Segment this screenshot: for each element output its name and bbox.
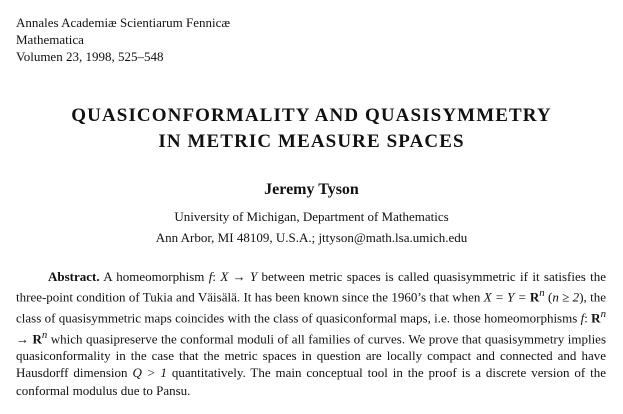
abstract-text: : [212,269,221,284]
abstract [16,268,606,399]
math-n-geq-2: n ≥ 2 [552,289,580,305]
math-exponent-n: n [539,287,545,300]
math-f: f [580,310,585,326]
abstract-text: which quasipreserve the conformal moduli of all families of curves. We prove that quasisymmetry implies quasiconformality in the case that the metric spaces in question are locally compact and connected and have Hausdorff dimension [16,330,607,381]
math-x-eq-y: X = Y = [483,289,530,305]
abstract-text: : [584,310,592,326]
journal-header [16,14,230,65]
affiliation-line-2: Ann Arbor, MI 48109, U.S.A.; jttyson@math.lsa.umich.edu [155,230,468,245]
journal-name: Annales Academiæ Scientiarum Fennicæ [16,15,231,30]
math-R: R [591,310,601,326]
author-name: Jeremy Tyson [264,181,359,198]
math-x-to-y: X → Y [220,269,258,284]
abstract-text: → [16,330,33,346]
abstract-text: ), the class of quasisymmetric maps coincides with the class of quasiconformal maps, i.e. those homeomorphisms [16,289,606,326]
journal-volume: Volumen 23, 1998, 525–548 [16,49,164,64]
abstract-text: quantitatively. The main conceptual tool in the proof is a discrete version of the conformal modulus due to Pansu. [16,365,606,398]
paper-title [0,103,623,155]
math-exponent-n: n [41,328,48,341]
math-exponent-n: n [600,307,606,320]
abstract-text: between metric spaces is called quasisymmetric if it satisfies the three-point condition of Tukia and Väisälä. It has been known since the 1960’s that when [16,269,606,305]
math-R: R [529,289,540,305]
math-R: R [32,330,42,346]
journal-series: Mathematica [16,32,84,47]
affiliation-line-1: University of Michigan, Department of Mathematics [174,209,449,224]
title-line-2: IN METRIC MEASURE SPACES [158,131,465,152]
affiliation [0,206,623,248]
math-f: f [208,269,213,284]
math-q-gt-1: Q > 1 [132,365,167,381]
abstract-text: A homeomorphism [99,269,209,284]
title-line-1: QUASICONFORMALITY AND QUASISYMMETRY [71,105,552,126]
abstract-text: ( [544,289,553,305]
abstract-heading: Abstract. [48,269,100,284]
